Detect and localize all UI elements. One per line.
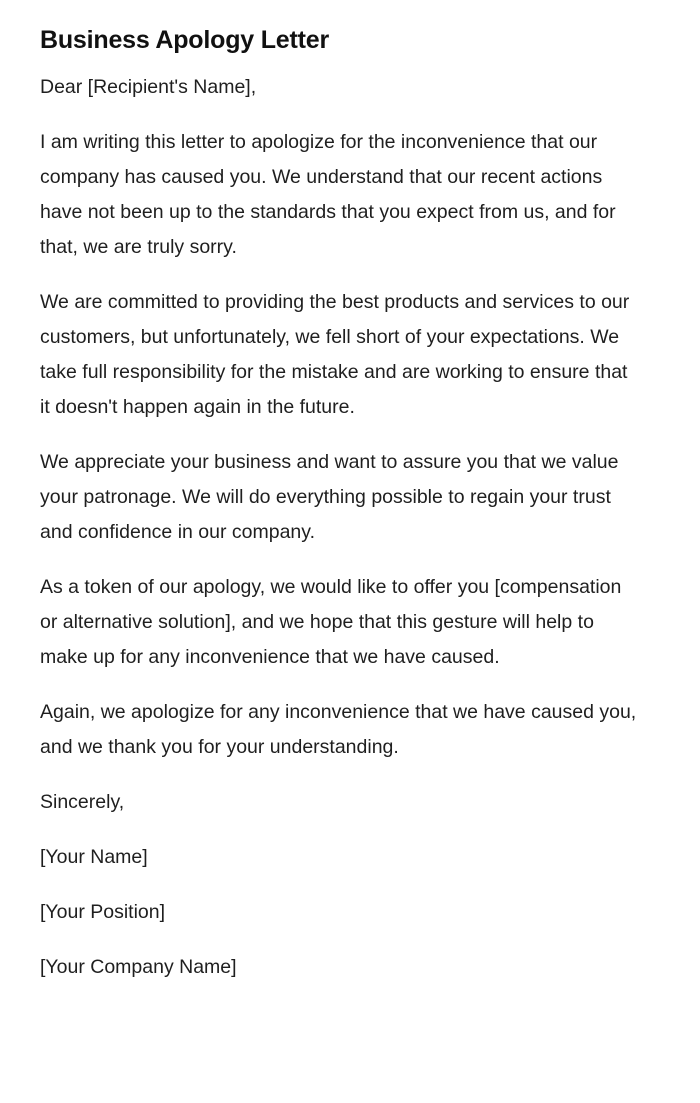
signature-position: [Your Position]	[40, 901, 166, 923]
body-paragraph-1: I am writing this letter to apologize for the inconvenience that our company has caused you. We understand that our recent actions have not been up to the standards that you expect from us, and for that, we are truly sorry.	[40, 131, 616, 258]
salutation: Dear [Recipient's Name],	[40, 76, 257, 98]
body-paragraph-2: We are committed to providing the best products and services to our customers, but unfortunately, we fell short of your expectations. We take full responsibility for the mistake and are working to ensure that it doesn't happen again in the future.	[40, 291, 630, 418]
letter-title: Business Apology Letter	[40, 26, 329, 54]
body-paragraph-5: Again, we apologize for any inconvenience that we have caused you, and we thank you for your understanding.	[40, 701, 637, 758]
letter-document	[40, 22, 640, 1005]
signature-company: [Your Company Name]	[40, 956, 237, 978]
signature-name: [Your Name]	[40, 846, 148, 868]
body-paragraph-4: As a token of our apology, we would like to offer you [compensation or alternative solution], and we hope that this gesture will help to make up for any inconvenience that we have caused.	[40, 576, 622, 668]
closing: Sincerely,	[40, 791, 125, 813]
body-paragraph-3: We appreciate your business and want to assure you that we value your patronage. We will do everything possible to regain your trust and confidence in our company.	[40, 451, 619, 543]
